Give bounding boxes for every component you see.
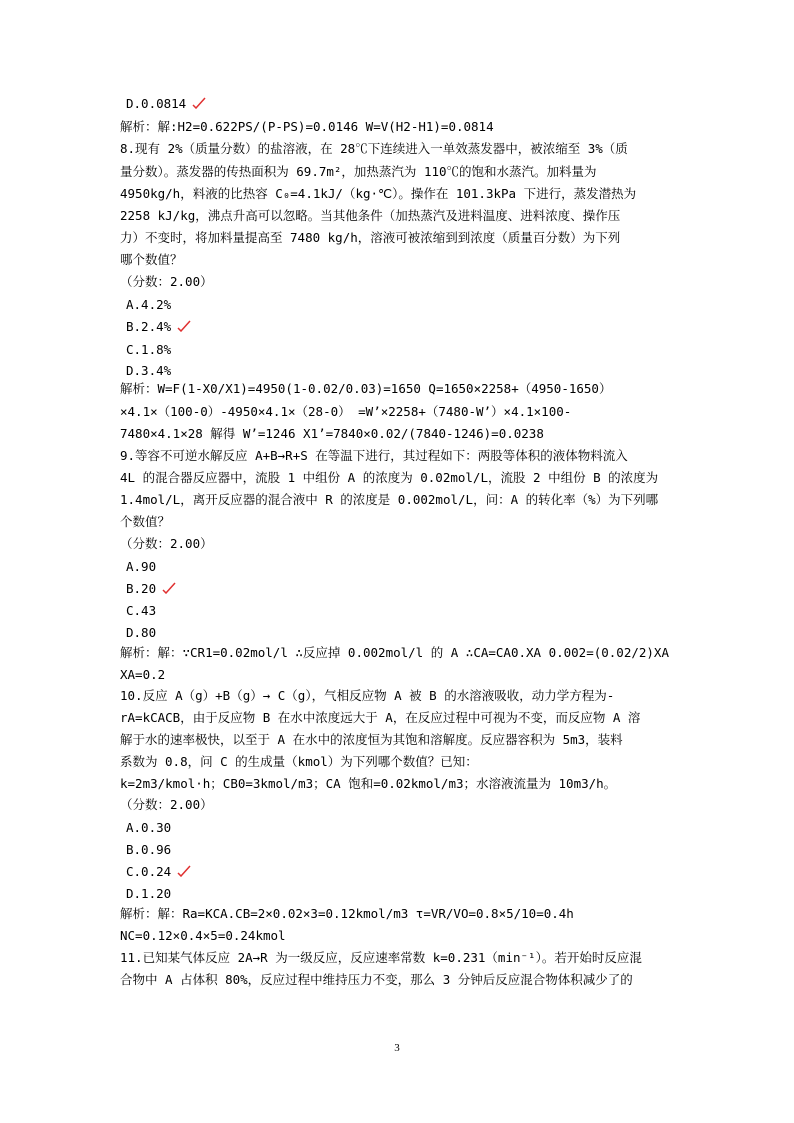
q8-option-a: A.4.2% [126, 297, 172, 312]
q11-stem-line: 合物中 A 占体积 80%，反应过程中维持压力不变，那么 3 分钟后反应混合物体积减少了的 [120, 972, 633, 987]
q10-stem-line: rA=kCACB，由于反应物 B 在水中浓度远大于 A，在反应过程中可视为不变，而反应物 A 溶 [120, 710, 641, 725]
q9-stem-line: 4L 的混合器反应器中，流股 1 中组份 A 的浓度为 0.02mol/L，流股 2 中组份 B 的浓度为 [120, 470, 659, 485]
page-number: 3 [394, 1042, 400, 1054]
q9-stem-line: 9.等容不可逆水解反应 A+B→R+S 在等温下进行，其过程如下：两股等体积的液体物料流入 [120, 448, 628, 463]
q8-option-c: C.1.8% [126, 342, 172, 357]
q8-score: （分数：2.00） [120, 274, 213, 289]
q7-option-d: D.0.0814 [126, 96, 206, 112]
q8-option-d: D.3.4% [126, 363, 172, 378]
q10-stem-line: 系数为 0.8，问 C 的生成量（kmol）为下列哪个数值？已知： [120, 754, 478, 769]
q9-option-d: D.80 [126, 625, 157, 640]
q7-analysis: 解析：解:H2=0.622PS/(P-PS)=0.0146 W=V(H2-H1)=0.0814 [120, 119, 494, 134]
q8-analysis-line: 解析：W=F(1-X0/X1)=4950(1-0.02/0.03)=1650 Q=1650×2258+（4950-1650） [120, 381, 612, 396]
q9-score: （分数：2.00） [120, 536, 213, 551]
q9-option-a: A.90 [126, 559, 157, 574]
q10-option-b: B.0.96 [126, 842, 172, 857]
q8-stem-line: 力）不变时，将加料量提高至 7480 kg/h，溶液可被浓缩到到浓度（质量百分数）为下列 [120, 230, 621, 245]
q9-stem-line: 1.4mol/L，离开反应器的混合液中 R 的浓度是 0.002mol/L，问：A 的转化率（%）为下列哪 [120, 492, 659, 507]
q9-analysis-line: 解析：解：∵CR1=0.02mol/l ∴反应掉 0.002mol/l 的 A ∴CA=CA0.XA 0.002=(0.02/2)XA [120, 645, 669, 660]
q8-stem-line: 哪个数值？ [120, 252, 183, 267]
q8-stem-line: 8.现有 2%（质量分数）的盐溶液，在 28℃下连续进入一单效蒸发器中，被浓缩至 3%（质 [120, 141, 628, 156]
q9-analysis-line: XA=0.2 [120, 667, 166, 682]
q8-option-b: B.2.4% [126, 319, 191, 335]
q10-analysis-line: 解析：解：Ra=KCA.CB=2×0.02×3=0.12kmol/m3 τ=VR/VO=0.8×5/10=0.4h [120, 906, 574, 921]
correct-check-icon [177, 320, 191, 332]
q8-stem-line: 2258 kJ/kg，沸点升高可以忽略。当其他条件（加热蒸汽及进料温度、进料浓度、操作压 [120, 208, 621, 223]
q8-stem-line: 4950kg/h，料液的比热容 C₀=4.1kJ/（kg·℃）。操作在 101.3kPa 下进行，蒸发潜热为 [120, 186, 637, 201]
q10-analysis-line: NC=0.12×0.4×5=0.24kmol [120, 928, 286, 943]
q9-option-c: C.43 [126, 603, 157, 618]
correct-check-icon [177, 865, 191, 877]
q9-option-b: B.20 [126, 581, 176, 597]
q10-stem-line: 解于水的速率极快，以至于 A 在水中的浓度恒为其饱和溶解度。反应器容积为 5m3，装料 [120, 732, 623, 747]
q10-stem-line: k=2m3/kmol·h；CB0=3kmol/m3；CA 饱和=0.02kmol/m3；水溶液流量为 10m3/h。 [120, 776, 617, 791]
q10-option-a: A.0.30 [126, 820, 172, 835]
q10-option-c: C.0.24 [126, 864, 191, 880]
correct-check-icon [192, 97, 206, 109]
q11-stem-line: 11.已知某气体反应 2A→R 为一级反应，反应速率常数 k=0.231（min⁻¹）。若开始时反应混 [120, 950, 642, 965]
correct-check-icon [162, 582, 176, 594]
q9-stem-line: 个数值？ [120, 514, 171, 529]
q10-option-d: D.1.20 [126, 886, 172, 901]
q8-analysis-line: ×4.1×（100-0）-4950×4.1×（28-0） =W’×2258+（7480-W’）×4.1×100- [120, 404, 572, 419]
q8-stem-line: 量分数）。蒸发器的传热面积为 69.7m²，加热蒸汽为 110℃的饱和水蒸汽。加料量为 [120, 164, 597, 179]
q10-score: （分数：2.00） [120, 797, 213, 812]
q10-stem-line: 10.反应 A（g）+B（g）→ C（g），气相反应物 A 被 B 的水溶液吸收，动力学方程为- [120, 688, 615, 703]
q8-analysis-line: 7480×4.1×28 解得 W’=1246 X1’=7840×0.02/(7840-1246)=0.0238 [120, 426, 544, 441]
